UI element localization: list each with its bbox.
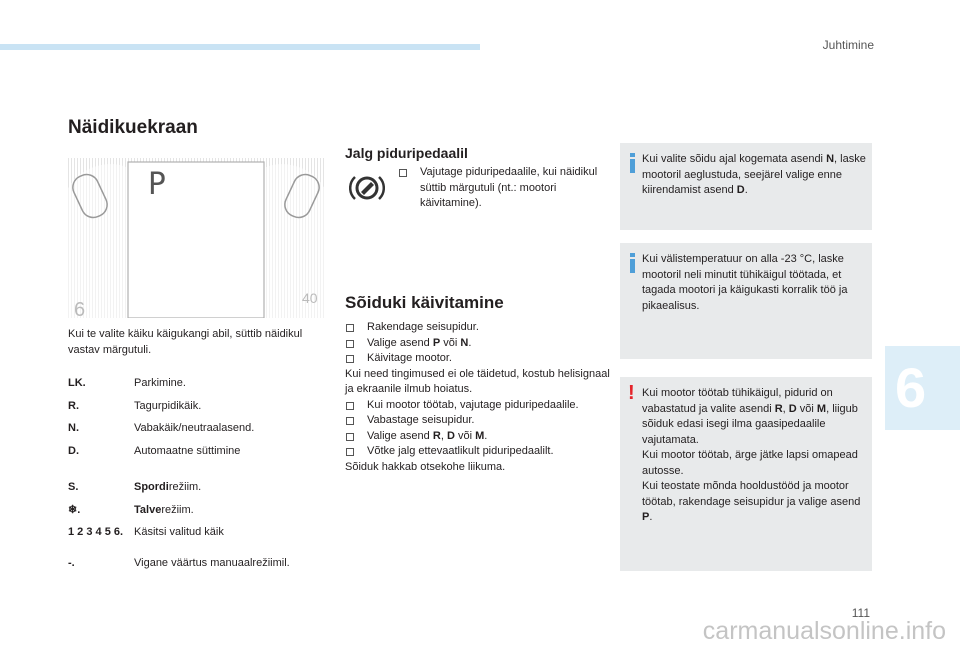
start-step: Võtke jalg ettevaatlikult piduripedaalilt. bbox=[345, 444, 610, 460]
warning-box bbox=[620, 377, 872, 571]
warning-text: Kui mootor töötab tühikäigul, pidurid on vabastatud ja valite asendi R, D või M, liigub sõiduk edasi isegi ilma gaasipedaalile vajutamata. Kui mootor töötab, ärge jätke lapsi omapead autosse. Kui teostate mõnda hooldustööd ja mootor töötab, rakendage seisupidur ja valige asend P. bbox=[642, 387, 861, 523]
instrument-panel-illustration bbox=[68, 158, 324, 318]
info-box-temperature bbox=[620, 243, 872, 359]
brake-instruction: Vajutage piduripedaalile, kui näidikul süttib märgutuli (nt.: mootori käivitamine). bbox=[398, 165, 600, 212]
gear-row: D. Automaatne süttimine bbox=[68, 445, 241, 457]
start-step: Rakendage seisupidur. bbox=[345, 320, 610, 336]
gear-row: ❄. Talverežiim. bbox=[68, 504, 194, 516]
start-step: Käivitage mootor. bbox=[345, 351, 610, 367]
warning-icon: ! bbox=[628, 382, 635, 404]
brake-heading: Jalg piduripedaalil bbox=[345, 145, 468, 161]
info-box-neutral bbox=[620, 143, 872, 230]
brake-foot-icon bbox=[349, 170, 385, 206]
start-heading: Sõiduki käivitamine bbox=[345, 293, 504, 312]
start-conclusion: Sõiduk hakkab otsekohe liikuma. bbox=[345, 460, 506, 473]
header-accent-bar bbox=[0, 44, 480, 50]
start-paragraph: Kui need tingimused ei ole täidetud, kostub helisignaal ja ekraanile ilmub hoiatus. bbox=[345, 367, 610, 395]
intro-text: Kui te valite käiku käigukangi abil, süttib näidikul vastav märgutuli. bbox=[68, 328, 303, 356]
gear-row: 1 2 3 4 5 6. Käsitsi valitud käik bbox=[68, 526, 224, 538]
info-icon bbox=[630, 253, 635, 273]
info-box-text: Kui valite sõidu ajal kogemata asendi N, laske mootoril aeglustuda, seejärel valige enne kiirendamist asend D. bbox=[642, 153, 866, 196]
page-number: 111 bbox=[851, 606, 870, 620]
info-box-text: Kui välistemperatuur on alla -23 °C, laske mootoril neli minutit tühikäigul töötada, et tagada mootori ja käigukasti korralik töö ja pikaealisus. bbox=[642, 253, 848, 312]
left-dial-label: 6 bbox=[74, 299, 86, 318]
start-step: Vabastage seisupidur. bbox=[345, 413, 610, 429]
start-step: Valige asend P või N. bbox=[345, 336, 610, 352]
gear-row: R. Tagurpidikäik. bbox=[68, 400, 202, 412]
gear-row: N. Vabakäik/neutraalasend. bbox=[68, 422, 255, 434]
page-title: Näidikuekraan bbox=[68, 117, 198, 138]
start-step: Valige asend R, D või M. bbox=[345, 429, 610, 445]
section-title: Juhtimine bbox=[822, 38, 874, 52]
gear-row: -. Vigane väärtus manuaalrežiimil. bbox=[68, 557, 290, 569]
start-step: Kui mootor töötab, vajutage piduripedaalile. bbox=[345, 398, 610, 414]
start-instructions bbox=[345, 320, 610, 475]
chapter-number: 6 bbox=[895, 356, 927, 419]
right-dial-label: 40 bbox=[302, 290, 318, 306]
dashboard-gear-display: P bbox=[148, 167, 167, 202]
gear-row: LK. Parkimine. bbox=[68, 377, 186, 389]
watermark: carmanualsonline.info bbox=[702, 617, 946, 645]
gear-row: S. Spordirežiim. bbox=[68, 481, 202, 493]
info-icon bbox=[630, 153, 635, 173]
